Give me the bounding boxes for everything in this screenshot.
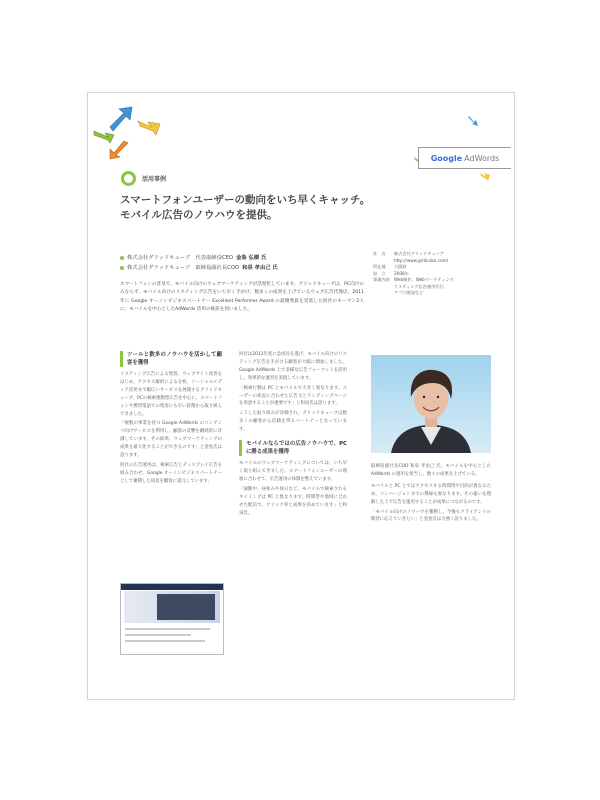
brochure-page — [87, 92, 515, 700]
article-column-2 — [239, 351, 347, 517]
column-subhead: モバイルならではの広告ノウハウで、PCに勝る成果を獲得 — [239, 440, 347, 456]
google-adwords-logo — [418, 147, 511, 169]
company-info-value: 株式会社グリッドキューブ — [394, 251, 444, 256]
article-paragraph: リスティング広告による集客、ウェブサイト改善をはじめ、アクセス解析による分析、ソーシャルメディア活用まで幅広いサービスを展開するグリッドキューブ。PCの検索連動型広告を中心に、スマートフォンや携帯電話での集客にも早い段階から取り組んできました。 — [120, 372, 222, 417]
interviewee-role: 株式会社グリッドキューブ 取締役副社長COO — [127, 265, 240, 271]
arrow-icon-yellow — [138, 121, 160, 135]
portrait-photo — [371, 355, 491, 453]
headline-line-1: スマートフォンユーザーの動向をいち早くキャッチ。 — [120, 194, 371, 206]
article-paragraph: 「検索行動は PC とモバイルで大きく異なります。ユーザーの状況に合わせた広告文とランディングページを用意することが重要です」と和泉氏は語ります。 — [239, 385, 347, 407]
article-paragraph: モバイルと PC とではアクセスする時間帯や目的が異なるため、コンバージョンまでの導線も異なります。その違いを理解した上で広告を運用することが成果につながるのです。 — [371, 483, 491, 505]
company-info-key: 社 名 — [373, 251, 386, 256]
article-paragraph: 「モバイル向けのノウハウを蓄積し、今後もクライアントの期待に応えていきたい」と金島氏は力強く語りました。 — [371, 509, 491, 523]
article-paragraph: こうした取り組みが評価され、グリッドキューブは数多くの顧客から信頼を得るパートナーとなっています。 — [239, 411, 347, 433]
photo-caption: 取締役副社長COO 和泉 孝由己 氏。モバイルを中心としたAdWords の運用を担当し、数々の成果を上げている。 — [371, 464, 491, 477]
section-label: 活用事例 — [142, 176, 167, 183]
article-paragraph: 同社の広告運用は、検索広告とディスプレイ広告を組み合わせ、Google オーノンビジネスパートナーとして蓄積した知見を顧客に還元しています。 — [120, 462, 222, 484]
interviewee-name: 和泉 孝由己 氏 — [242, 265, 278, 271]
article-column-1 — [120, 351, 222, 486]
logo-adwords-text: AdWords — [464, 153, 500, 163]
interviewee-role: 株式会社グリッドキューブ 代表取締役CEO — [127, 255, 234, 261]
screenshot-text-lines — [125, 628, 219, 646]
page-headline — [120, 193, 370, 223]
interviewee-row — [120, 263, 278, 273]
article-paragraph: 「通勤中、昼休みや休日など、モバイルで検索されるタイミングは PC と異なります。時間帯や地域に合わせた配信で、クリック率と成果を高めています」と和泉氏。 — [239, 486, 347, 516]
screenshot-nav-bar — [121, 584, 223, 590]
company-info-value: 大阪府 — [394, 264, 407, 269]
arrow-icon-green — [94, 131, 114, 143]
company-info — [373, 251, 491, 297]
ring-icon — [121, 171, 136, 186]
company-info-value: Web制作、Webマーケティング、 — [394, 277, 458, 282]
column-subhead: ツールと数多のノウハウを活かして顧客を獲得 — [120, 351, 222, 367]
bullet-icon — [120, 256, 124, 260]
interviewee-row — [120, 253, 278, 263]
company-info-value: リスティング広告運用代行、 — [394, 283, 448, 289]
article-paragraph: モバイルのウェブマーケティングについては、いち早く取り組んできました。スマートフォンユーザーの増加に合わせて、広告運用の体制を整えています。 — [239, 461, 347, 482]
headline-line-2: モバイル広告のノウハウを提供。 — [120, 209, 278, 221]
screenshot-hero-image — [157, 594, 215, 620]
arrow-icon-orange — [110, 141, 128, 159]
bullet-icon — [120, 266, 124, 270]
company-info-key: 設 立 — [373, 270, 386, 276]
company-info-row — [373, 290, 491, 297]
portrait-illustration — [371, 355, 491, 453]
section-header — [121, 171, 166, 186]
website-screenshot — [120, 583, 224, 655]
company-info-value: 2008年 — [394, 270, 409, 276]
logo-google-text: Google — [430, 153, 463, 163]
arrow-icon-blue — [110, 107, 132, 131]
company-info-value: アプリ開発など — [394, 290, 424, 295]
company-info-key: 所在地 — [373, 264, 386, 269]
company-info-key — [373, 290, 391, 297]
interviewee-name: 金島 弘樹 氏 — [236, 255, 267, 261]
company-info-value: http://www.gridcube.com/ — [394, 257, 449, 263]
intro-paragraph: スマートフォンの普及で、モバイル向けのウェブマーケティングが活発化しています。グリッドキューブは、PC向けのみならず、モバイル向けのリスティング広告をいち早く手がけ、数多くの成果を上げているウェブ広告代理店。2011年に Google オーノンビジネスパートナー Excellent Performer Award の最優秀賞を受賞した同社のキーマン2人に、モバイルを中心としたAdWords 活用の秘訣を伺いました。 — [120, 282, 364, 313]
article-paragraph: 「複数の事業を持つ Google AdWords のコンテンツ向けサービスを利用し、顧客の反響を継続的に計測しています。その結果、ウェブマーケティングの成果を最大化することができるのです」と金島氏は語ります。 — [120, 421, 222, 459]
arrow-icon-small-blue — [468, 116, 478, 126]
arrow-icon-small-yellow — [480, 173, 490, 181]
company-info-key: 事業内容 — [373, 277, 390, 282]
interviewee-list — [120, 253, 278, 273]
article-column-3 — [371, 463, 491, 524]
article-paragraph: 同社は2011年度に急成長を遂げ、モバイル向けのリスティング広告を手がける顧客が大幅に増加しました。Google AdWords 上で多様な広告フォーマットを活用し、効果的な運用を実現しています。 — [239, 352, 347, 381]
